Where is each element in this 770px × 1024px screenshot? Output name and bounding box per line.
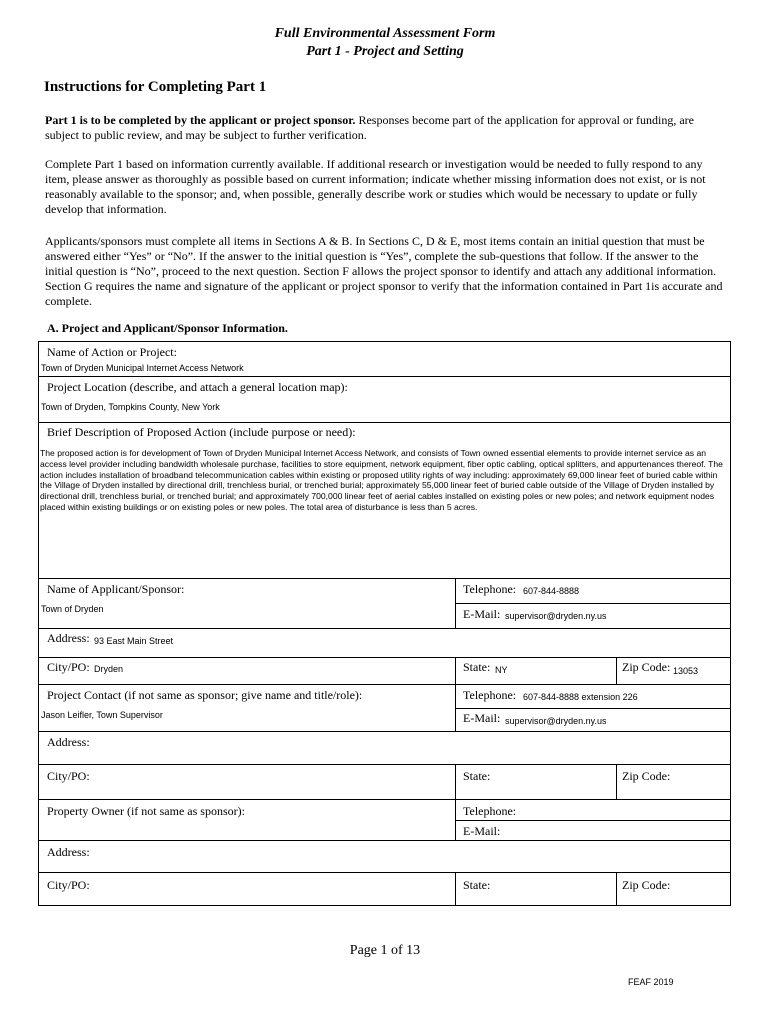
property-owner-label: Property Owner (if not same as sponsor):: [47, 804, 245, 818]
instructions-heading: Instructions for Completing Part 1: [44, 79, 267, 95]
applicant-city-field[interactable]: Dryden: [94, 664, 124, 674]
project-location-label: Project Location (describe, and attach a general location map):: [47, 380, 348, 394]
owner-zip-label: Zip Code:: [622, 878, 671, 892]
applicant-state-field[interactable]: NY: [495, 665, 508, 675]
applicant-zip-field[interactable]: 13053: [673, 666, 699, 676]
contact-state-label: State:: [463, 769, 491, 783]
applicant-address-field[interactable]: 93 East Main Street: [94, 636, 174, 646]
applicant-telephone-label: Telephone:: [463, 582, 517, 596]
applicant-name-field[interactable]: Town of Dryden: [41, 604, 104, 614]
instructions-paragraph-3: Applicants/sponsors must complete all items in Sections A & B. In Sections C, D & E, most items contain an initial question that must be answered either “Yes” or “No”. If the answer to the initial question is “Yes”, complete the sub-questions that follow. If the answer to the initial question is “No”, proceed to the next question. Section F allows the project sponsor to identify and attach any additional information. Section G requires the name and signature of the applicant or project sponsor to verify that the information contained in Part 1is accurate and complete.: [45, 234, 723, 308]
applicant-address-label: Address:: [47, 631, 90, 645]
contact-city-label: City/PO:: [47, 769, 90, 783]
contact-telephone-label: Telephone:: [463, 688, 517, 702]
description-label: Brief Description of Proposed Action (include purpose or need):: [47, 425, 356, 439]
project-contact-label: Project Contact (if not same as sponsor; give name and title/role):: [47, 688, 363, 702]
description-field[interactable]: The proposed action is for development of Town of Dryden Municipal Internet Access Network, and consists of Town owned essential elements to provide internet service as an access level provider including bandwidth wholesale purchase, facilities to store equipment, network equipment, fiber optic cabling, optical splitters, and appurtenances thereof. The action includes installation of broadband telecommunication cables within existing or proposed utility rights of way including: approximately 69,000 linear feet of buried cable within the Village of Dryden installed by directional drill, trenchless burial, or trenched burial; approximately 55,000 linear feet of buried cable outside of the Village of Dryden installed by directional drill, trenchless burial, or trenched burial; and approximately 700,000 linear feet of aerial cables installed on existing poles or new poles; and network equipment nodes placed within existing buildings or on existing poles or new poles. The total area of disturbance is less than 5 acres.: [40, 448, 723, 512]
instructions-paragraph-2: Complete Part 1 based on information currently available. If additional research or investigation would be needed to fully respond to any item, please answer as thoroughly as possible based on current information; indicate whether missing information does not exist, or is not reasonably available to the sponsor; and, when possible, generally describe work or studies which would be necessary to update or fully develop that information.: [45, 157, 706, 216]
form-title: [0, 25, 770, 61]
applicant-email-field[interactable]: supervisor@dryden.ny.us: [505, 611, 607, 621]
page-number: Page 1 of 13: [349, 943, 421, 958]
contact-telephone-field[interactable]: 607-844-8888 extension 226: [523, 692, 638, 702]
owner-city-label: City/PO:: [47, 878, 90, 892]
applicant-name-label: Name of Applicant/Sponsor:: [47, 582, 185, 596]
owner-telephone-label: Telephone:: [463, 804, 517, 818]
project-contact-field[interactable]: Jason Leifler, Town Supervisor: [41, 710, 163, 720]
contact-email-field[interactable]: supervisor@dryden.ny.us: [505, 716, 607, 726]
applicant-zip-label: Zip Code:: [622, 660, 671, 674]
section-a-heading: A. Project and Applicant/Sponsor Information.: [47, 321, 288, 335]
project-location-field[interactable]: Town of Dryden, Tompkins County, New York: [41, 402, 220, 412]
contact-email-label: E-Mail:: [463, 711, 501, 725]
applicant-state-label: State:: [463, 660, 491, 674]
owner-address-label: Address:: [47, 845, 90, 859]
form-title-line-1: Full Environmental Assessment Form: [274, 26, 496, 41]
applicant-city-label: City/PO:: [47, 660, 90, 674]
instructions-paragraph-1: [45, 113, 725, 143]
instructions-p1-bold: Part 1 is to be completed by the applicant or project sponsor.: [45, 113, 356, 127]
action-name-label: Name of Action or Project:: [47, 345, 177, 359]
action-name-field[interactable]: Town of Dryden Municipal Internet Access Network: [41, 363, 244, 373]
contact-address-label: Address:: [47, 735, 90, 749]
owner-email-label: E-Mail:: [463, 824, 501, 838]
applicant-telephone-field[interactable]: 607-844-8888: [523, 586, 580, 596]
form-code: FEAF 2019: [628, 977, 674, 987]
owner-state-label: State:: [463, 878, 491, 892]
contact-zip-label: Zip Code:: [622, 769, 671, 783]
project-information-form: [38, 341, 731, 906]
form-title-line-2: Part 1 - Project and Setting: [306, 44, 464, 59]
instructions-p1-rest: Responses become part of the application for approval or funding, are subject to public review, and may be subject to further verification.: [45, 113, 694, 142]
applicant-email-label: E-Mail:: [463, 607, 501, 621]
